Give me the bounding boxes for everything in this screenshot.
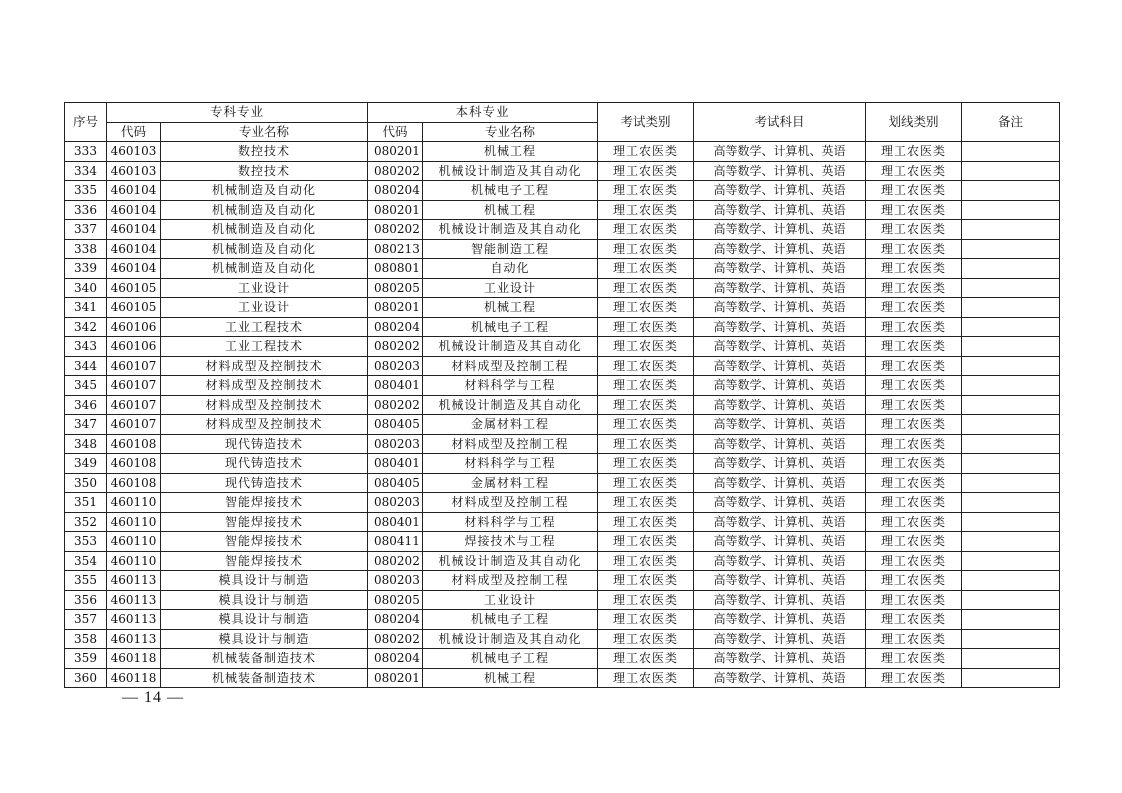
cell-exam-subjects: 高等数学、计算机、英语 <box>694 142 866 162</box>
cell-benke-name: 金属材料工程 <box>423 415 598 435</box>
cell-zhuanke-code: 460107 <box>107 415 161 435</box>
cell-exam-subjects: 高等数学、计算机、英语 <box>694 649 866 669</box>
cell-benke-name: 机械工程 <box>423 298 598 318</box>
cell-seq: 339 <box>65 259 107 279</box>
cell-note <box>962 161 1060 181</box>
cell-zhuanke-name: 材料成型及控制技术 <box>161 415 368 435</box>
cell-zhuanke-code: 460104 <box>107 181 161 201</box>
cell-line-type: 理工农医类 <box>866 415 962 435</box>
table-row <box>65 571 1060 591</box>
cell-benke-code: 080204 <box>368 649 423 669</box>
cell-benke-code: 080405 <box>368 473 423 493</box>
table-row <box>65 395 1060 415</box>
cell-exam-type: 理工农医类 <box>598 356 694 376</box>
cell-exam-type: 理工农医类 <box>598 161 694 181</box>
cell-benke-code: 080401 <box>368 512 423 532</box>
cell-seq: 359 <box>65 649 107 669</box>
cell-exam-subjects: 高等数学、计算机、英语 <box>694 278 866 298</box>
cell-line-type: 理工农医类 <box>866 395 962 415</box>
cell-zhuanke-name: 智能焊接技术 <box>161 532 368 552</box>
cell-zhuanke-name: 模具设计与制造 <box>161 629 368 649</box>
cell-note <box>962 454 1060 474</box>
cell-exam-subjects: 高等数学、计算机、英语 <box>694 415 866 435</box>
cell-note <box>962 317 1060 337</box>
cell-seq: 341 <box>65 298 107 318</box>
cell-benke-name: 材料科学与工程 <box>423 512 598 532</box>
cell-exam-type: 理工农医类 <box>598 610 694 630</box>
cell-line-type: 理工农医类 <box>866 493 962 513</box>
cell-benke-name: 机械设计制造及其自动化 <box>423 629 598 649</box>
cell-exam-subjects: 高等数学、计算机、英语 <box>694 337 866 357</box>
cell-line-type: 理工农医类 <box>866 668 962 688</box>
cell-note <box>962 493 1060 513</box>
cell-exam-type: 理工农医类 <box>598 298 694 318</box>
table-row <box>65 434 1060 454</box>
cell-benke-name: 机械设计制造及其自动化 <box>423 337 598 357</box>
table-row <box>65 512 1060 532</box>
cell-exam-subjects: 高等数学、计算机、英语 <box>694 395 866 415</box>
cell-benke-name: 智能制造工程 <box>423 239 598 259</box>
header-zhuanke-code: 代码 <box>107 122 161 142</box>
header-line-type: 划线类别 <box>866 103 962 142</box>
cell-line-type: 理工农医类 <box>866 181 962 201</box>
cell-seq: 352 <box>65 512 107 532</box>
cell-line-type: 理工农医类 <box>866 278 962 298</box>
cell-exam-subjects: 高等数学、计算机、英语 <box>694 454 866 474</box>
cell-zhuanke-name: 材料成型及控制技术 <box>161 356 368 376</box>
cell-note <box>962 668 1060 688</box>
cell-zhuanke-code: 460110 <box>107 512 161 532</box>
cell-benke-code: 080401 <box>368 454 423 474</box>
cell-note <box>962 278 1060 298</box>
cell-seq: 357 <box>65 610 107 630</box>
cell-seq: 360 <box>65 668 107 688</box>
cell-exam-subjects: 高等数学、计算机、英语 <box>694 512 866 532</box>
cell-benke-code: 080204 <box>368 317 423 337</box>
cell-exam-type: 理工农医类 <box>598 532 694 552</box>
cell-line-type: 理工农医类 <box>866 512 962 532</box>
cell-exam-type: 理工农医类 <box>598 278 694 298</box>
cell-note <box>962 610 1060 630</box>
cell-exam-subjects: 高等数学、计算机、英语 <box>694 434 866 454</box>
cell-zhuanke-code: 460106 <box>107 317 161 337</box>
cell-seq: 337 <box>65 220 107 240</box>
table-row <box>65 473 1060 493</box>
cell-zhuanke-name: 模具设计与制造 <box>161 610 368 630</box>
cell-zhuanke-code: 460113 <box>107 590 161 610</box>
cell-benke-name: 机械工程 <box>423 142 598 162</box>
table-row <box>65 610 1060 630</box>
cell-note <box>962 434 1060 454</box>
cell-seq: 345 <box>65 376 107 396</box>
cell-exam-type: 理工农医类 <box>598 376 694 396</box>
cell-exam-type: 理工农医类 <box>598 337 694 357</box>
table-row <box>65 376 1060 396</box>
cell-benke-code: 080204 <box>368 181 423 201</box>
header-benke-code: 代码 <box>368 122 423 142</box>
cell-exam-type: 理工农医类 <box>598 142 694 162</box>
cell-zhuanke-name: 工业工程技术 <box>161 337 368 357</box>
cell-benke-code: 080202 <box>368 220 423 240</box>
cell-exam-subjects: 高等数学、计算机、英语 <box>694 298 866 318</box>
cell-zhuanke-code: 460107 <box>107 376 161 396</box>
cell-exam-subjects: 高等数学、计算机、英语 <box>694 220 866 240</box>
cell-zhuanke-name: 模具设计与制造 <box>161 590 368 610</box>
table-row <box>65 161 1060 181</box>
cell-exam-subjects: 高等数学、计算机、英语 <box>694 317 866 337</box>
cell-seq: 346 <box>65 395 107 415</box>
cell-zhuanke-code: 460110 <box>107 551 161 571</box>
table-row <box>65 239 1060 259</box>
cell-benke-code: 080401 <box>368 376 423 396</box>
cell-benke-code: 080202 <box>368 161 423 181</box>
cell-benke-name: 机械电子工程 <box>423 317 598 337</box>
cell-exam-type: 理工农医类 <box>598 415 694 435</box>
cell-note <box>962 649 1060 669</box>
table-row <box>65 629 1060 649</box>
cell-note <box>962 532 1060 552</box>
cell-seq: 355 <box>65 571 107 591</box>
cell-line-type: 理工农医类 <box>866 220 962 240</box>
cell-benke-code: 080203 <box>368 434 423 454</box>
cell-note <box>962 590 1060 610</box>
cell-seq: 333 <box>65 142 107 162</box>
header-seq: 序号 <box>65 103 107 142</box>
cell-seq: 348 <box>65 434 107 454</box>
cell-exam-type: 理工农医类 <box>598 512 694 532</box>
cell-note <box>962 181 1060 201</box>
cell-note <box>962 395 1060 415</box>
cell-note <box>962 571 1060 591</box>
cell-zhuanke-name: 数控技术 <box>161 161 368 181</box>
cell-zhuanke-name: 现代铸造技术 <box>161 434 368 454</box>
cell-benke-name: 机械设计制造及其自动化 <box>423 220 598 240</box>
cell-zhuanke-name: 现代铸造技术 <box>161 473 368 493</box>
cell-benke-name: 材料成型及控制工程 <box>423 571 598 591</box>
cell-benke-code: 080203 <box>368 356 423 376</box>
cell-exam-type: 理工农医类 <box>598 181 694 201</box>
page-number: — 14 — <box>122 689 184 706</box>
cell-benke-code: 080201 <box>368 200 423 220</box>
cell-line-type: 理工农医类 <box>866 142 962 162</box>
cell-line-type: 理工农医类 <box>866 590 962 610</box>
table-row <box>65 278 1060 298</box>
cell-exam-subjects: 高等数学、计算机、英语 <box>694 239 866 259</box>
table-row <box>65 200 1060 220</box>
cell-benke-name: 材料成型及控制工程 <box>423 493 598 513</box>
cell-note <box>962 200 1060 220</box>
cell-seq: 349 <box>65 454 107 474</box>
cell-zhuanke-name: 机械制造及自动化 <box>161 220 368 240</box>
cell-note <box>962 220 1060 240</box>
cell-note <box>962 376 1060 396</box>
cell-benke-name: 机械工程 <box>423 200 598 220</box>
cell-zhuanke-name: 材料成型及控制技术 <box>161 395 368 415</box>
cell-exam-subjects: 高等数学、计算机、英语 <box>694 473 866 493</box>
cell-benke-code: 080202 <box>368 337 423 357</box>
cell-seq: 343 <box>65 337 107 357</box>
cell-zhuanke-code: 460105 <box>107 298 161 318</box>
table-row <box>65 551 1060 571</box>
cell-benke-name: 机械设计制造及其自动化 <box>423 161 598 181</box>
cell-zhuanke-code: 460107 <box>107 356 161 376</box>
cell-benke-name: 材料科学与工程 <box>423 454 598 474</box>
cell-line-type: 理工农医类 <box>866 298 962 318</box>
cell-note <box>962 337 1060 357</box>
cell-benke-name: 材料成型及控制工程 <box>423 356 598 376</box>
header-zhuanke-name: 专业名称 <box>161 122 368 142</box>
cell-zhuanke-code: 460110 <box>107 493 161 513</box>
cell-benke-name: 机械设计制造及其自动化 <box>423 395 598 415</box>
table-row <box>65 317 1060 337</box>
cell-exam-type: 理工农医类 <box>598 434 694 454</box>
cell-benke-code: 080205 <box>368 278 423 298</box>
cell-zhuanke-code: 460113 <box>107 610 161 630</box>
table-row <box>65 649 1060 669</box>
cell-seq: 358 <box>65 629 107 649</box>
cell-line-type: 理工农医类 <box>866 473 962 493</box>
cell-zhuanke-name: 机械制造及自动化 <box>161 181 368 201</box>
cell-zhuanke-code: 460108 <box>107 454 161 474</box>
cell-benke-name: 自动化 <box>423 259 598 279</box>
table-row <box>65 415 1060 435</box>
cell-zhuanke-code: 460105 <box>107 278 161 298</box>
table-row <box>65 259 1060 279</box>
header-exam-subjects: 考试科目 <box>694 103 866 142</box>
cell-exam-subjects: 高等数学、计算机、英语 <box>694 610 866 630</box>
cell-exam-subjects: 高等数学、计算机、英语 <box>694 200 866 220</box>
cell-seq: 344 <box>65 356 107 376</box>
cell-zhuanke-name: 机械制造及自动化 <box>161 239 368 259</box>
header-zhuanke: 专科专业 <box>107 103 368 123</box>
cell-seq: 354 <box>65 551 107 571</box>
cell-exam-type: 理工农医类 <box>598 317 694 337</box>
table-row <box>65 356 1060 376</box>
cell-benke-name: 机械工程 <box>423 668 598 688</box>
cell-note <box>962 356 1060 376</box>
cell-benke-code: 080203 <box>368 571 423 591</box>
cell-note <box>962 142 1060 162</box>
cell-zhuanke-code: 460104 <box>107 239 161 259</box>
cell-benke-code: 080202 <box>368 395 423 415</box>
cell-zhuanke-name: 模具设计与制造 <box>161 571 368 591</box>
cell-note <box>962 629 1060 649</box>
table-row <box>65 298 1060 318</box>
cell-exam-type: 理工农医类 <box>598 259 694 279</box>
cell-line-type: 理工农医类 <box>866 161 962 181</box>
major-mapping-table <box>64 102 1060 688</box>
cell-exam-type: 理工农医类 <box>598 571 694 591</box>
cell-exam-subjects: 高等数学、计算机、英语 <box>694 181 866 201</box>
cell-zhuanke-code: 460104 <box>107 259 161 279</box>
cell-zhuanke-name: 工业工程技术 <box>161 317 368 337</box>
cell-note <box>962 298 1060 318</box>
header-exam-type: 考试类别 <box>598 103 694 142</box>
table-body <box>65 142 1060 688</box>
cell-exam-type: 理工农医类 <box>598 454 694 474</box>
cell-zhuanke-code: 460113 <box>107 571 161 591</box>
cell-zhuanke-code: 460104 <box>107 220 161 240</box>
cell-benke-code: 080202 <box>368 629 423 649</box>
cell-exam-type: 理工农医类 <box>598 551 694 571</box>
cell-benke-name: 机械设计制造及其自动化 <box>423 551 598 571</box>
cell-zhuanke-name: 机械装备制造技术 <box>161 668 368 688</box>
cell-line-type: 理工农医类 <box>866 610 962 630</box>
cell-seq: 338 <box>65 239 107 259</box>
cell-seq: 350 <box>65 473 107 493</box>
cell-zhuanke-code: 460103 <box>107 161 161 181</box>
cell-zhuanke-code: 460118 <box>107 649 161 669</box>
cell-line-type: 理工农医类 <box>866 337 962 357</box>
cell-line-type: 理工农医类 <box>866 532 962 552</box>
cell-exam-subjects: 高等数学、计算机、英语 <box>694 551 866 571</box>
cell-note <box>962 259 1060 279</box>
cell-benke-code: 080201 <box>368 142 423 162</box>
cell-zhuanke-name: 机械制造及自动化 <box>161 259 368 279</box>
cell-exam-type: 理工农医类 <box>598 239 694 259</box>
cell-zhuanke-name: 机械装备制造技术 <box>161 649 368 669</box>
cell-benke-code: 080204 <box>368 610 423 630</box>
cell-line-type: 理工农医类 <box>866 376 962 396</box>
cell-benke-code: 080202 <box>368 551 423 571</box>
cell-zhuanke-code: 460103 <box>107 142 161 162</box>
cell-seq: 342 <box>65 317 107 337</box>
cell-benke-name: 材料科学与工程 <box>423 376 598 396</box>
cell-benke-name: 机械电子工程 <box>423 610 598 630</box>
table-row <box>65 493 1060 513</box>
cell-zhuanke-code: 460118 <box>107 668 161 688</box>
cell-line-type: 理工农医类 <box>866 571 962 591</box>
cell-zhuanke-code: 460106 <box>107 337 161 357</box>
cell-seq: 335 <box>65 181 107 201</box>
cell-line-type: 理工农医类 <box>866 239 962 259</box>
cell-exam-type: 理工农医类 <box>598 668 694 688</box>
cell-zhuanke-name: 智能焊接技术 <box>161 512 368 532</box>
cell-line-type: 理工农医类 <box>866 259 962 279</box>
cell-note <box>962 473 1060 493</box>
cell-benke-code: 080205 <box>368 590 423 610</box>
cell-exam-subjects: 高等数学、计算机、英语 <box>694 356 866 376</box>
table-row <box>65 454 1060 474</box>
table-row <box>65 337 1060 357</box>
cell-zhuanke-name: 机械制造及自动化 <box>161 200 368 220</box>
cell-zhuanke-code: 460110 <box>107 532 161 552</box>
cell-seq: 347 <box>65 415 107 435</box>
cell-exam-type: 理工农医类 <box>598 200 694 220</box>
cell-exam-subjects: 高等数学、计算机、英语 <box>694 376 866 396</box>
cell-line-type: 理工农医类 <box>866 649 962 669</box>
cell-zhuanke-name: 工业设计 <box>161 278 368 298</box>
table-row <box>65 590 1060 610</box>
cell-line-type: 理工农医类 <box>866 317 962 337</box>
cell-benke-code: 080405 <box>368 415 423 435</box>
cell-benke-name: 工业设计 <box>423 278 598 298</box>
header-benke-name: 专业名称 <box>423 122 598 142</box>
table-row <box>65 181 1060 201</box>
cell-zhuanke-name: 材料成型及控制技术 <box>161 376 368 396</box>
cell-line-type: 理工农医类 <box>866 434 962 454</box>
cell-exam-subjects: 高等数学、计算机、英语 <box>694 668 866 688</box>
cell-line-type: 理工农医类 <box>866 356 962 376</box>
table-row <box>65 220 1060 240</box>
cell-seq: 340 <box>65 278 107 298</box>
cell-benke-code: 080213 <box>368 239 423 259</box>
table-header <box>65 103 1060 142</box>
cell-exam-type: 理工农医类 <box>598 395 694 415</box>
cell-note <box>962 551 1060 571</box>
header-benke: 本科专业 <box>368 103 598 123</box>
cell-benke-name: 工业设计 <box>423 590 598 610</box>
cell-seq: 336 <box>65 200 107 220</box>
table-row <box>65 668 1060 688</box>
cell-line-type: 理工农医类 <box>866 629 962 649</box>
cell-zhuanke-code: 460104 <box>107 200 161 220</box>
cell-benke-name: 焊接技术与工程 <box>423 532 598 552</box>
cell-exam-type: 理工农医类 <box>598 220 694 240</box>
cell-note <box>962 415 1060 435</box>
cell-exam-subjects: 高等数学、计算机、英语 <box>694 532 866 552</box>
cell-exam-type: 理工农医类 <box>598 649 694 669</box>
cell-exam-subjects: 高等数学、计算机、英语 <box>694 629 866 649</box>
cell-benke-code: 080801 <box>368 259 423 279</box>
cell-zhuanke-name: 数控技术 <box>161 142 368 162</box>
cell-seq: 353 <box>65 532 107 552</box>
cell-exam-type: 理工农医类 <box>598 590 694 610</box>
cell-exam-subjects: 高等数学、计算机、英语 <box>694 571 866 591</box>
cell-exam-type: 理工农医类 <box>598 473 694 493</box>
cell-benke-name: 金属材料工程 <box>423 473 598 493</box>
cell-exam-type: 理工农医类 <box>598 629 694 649</box>
cell-note <box>962 239 1060 259</box>
cell-line-type: 理工农医类 <box>866 200 962 220</box>
cell-zhuanke-code: 460107 <box>107 395 161 415</box>
cell-benke-code: 080203 <box>368 493 423 513</box>
cell-line-type: 理工农医类 <box>866 551 962 571</box>
cell-benke-name: 机械电子工程 <box>423 181 598 201</box>
cell-benke-code: 080201 <box>368 298 423 318</box>
table-row <box>65 142 1060 162</box>
cell-exam-subjects: 高等数学、计算机、英语 <box>694 590 866 610</box>
cell-line-type: 理工农医类 <box>866 454 962 474</box>
cell-seq: 351 <box>65 493 107 513</box>
cell-benke-name: 材料成型及控制工程 <box>423 434 598 454</box>
cell-exam-type: 理工农医类 <box>598 493 694 513</box>
cell-seq: 356 <box>65 590 107 610</box>
cell-benke-code: 080201 <box>368 668 423 688</box>
cell-exam-subjects: 高等数学、计算机、英语 <box>694 493 866 513</box>
cell-zhuanke-name: 工业设计 <box>161 298 368 318</box>
cell-note <box>962 512 1060 532</box>
cell-exam-subjects: 高等数学、计算机、英语 <box>694 161 866 181</box>
cell-exam-subjects: 高等数学、计算机、英语 <box>694 259 866 279</box>
cell-zhuanke-code: 460108 <box>107 434 161 454</box>
cell-seq: 334 <box>65 161 107 181</box>
cell-benke-code: 080411 <box>368 532 423 552</box>
cell-zhuanke-code: 460113 <box>107 629 161 649</box>
table-row <box>65 532 1060 552</box>
cell-zhuanke-name: 现代铸造技术 <box>161 454 368 474</box>
cell-benke-name: 机械电子工程 <box>423 649 598 669</box>
cell-zhuanke-code: 460108 <box>107 473 161 493</box>
header-note: 备注 <box>962 103 1060 142</box>
cell-zhuanke-name: 智能焊接技术 <box>161 493 368 513</box>
cell-zhuanke-name: 智能焊接技术 <box>161 551 368 571</box>
